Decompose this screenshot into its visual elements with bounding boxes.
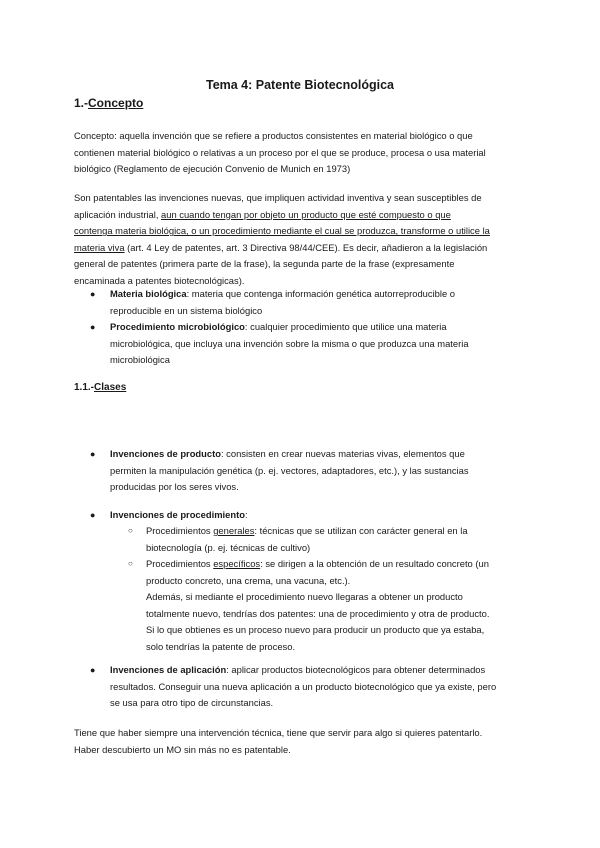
underlined-text: específicos: [213, 558, 261, 569]
list-item-term: Invenciones de aplicación: [110, 664, 227, 675]
section-heading-clases: [74, 380, 126, 396]
section-title: Clases: [94, 382, 127, 393]
list-item: [110, 319, 540, 369]
sub-list-item: [146, 523, 546, 556]
text-span: : se dirigen a la obtención de un resultado concreto (un: [260, 558, 489, 569]
concepto-paragraph: [74, 128, 534, 178]
text-line: se usa para otro tipo de circunstancias.: [110, 697, 274, 709]
text-line: producidas por los seres vivos.: [110, 481, 239, 493]
bullet-icon: ●: [90, 449, 96, 459]
sub-bullet-icon: ○: [128, 559, 133, 568]
underlined-text: generales: [213, 525, 255, 536]
section-title: Concepto: [88, 96, 144, 110]
text-span: Procedimientos: [146, 558, 214, 569]
text-span: : consisten en crear nuevas materias vivas, elementos que: [220, 448, 465, 459]
text-line: producto concreto, una crema, una vacuna, etc.).: [146, 574, 351, 586]
section-number: 1.1.-: [74, 382, 95, 393]
text-span: : materia que contenga información genética autorreproducible o: [186, 288, 455, 299]
closing-paragraph: [74, 725, 544, 758]
bullet-icon: ●: [90, 665, 96, 675]
text-line: : aquella invención que se refiere a productos consistentes en material biológico o que: [114, 130, 473, 141]
text-span: : técnicas que se utilizan con carácter general en la: [254, 525, 468, 536]
bullet-icon: ●: [90, 322, 96, 332]
bullet-icon: ●: [90, 289, 96, 299]
text-span: Procedimientos: [146, 525, 214, 536]
concepto-label: Concepto: [74, 130, 115, 141]
text-line: biotecnología (p. ej. técnicas de cultivo): [146, 541, 311, 553]
text-line: encaminada a patentes biotecnológicas).: [74, 274, 245, 286]
text-line: Además, si mediante el procedimiento nuevo llegaras a obtener un producto: [146, 591, 463, 603]
text-line: reproducible en un sistema biológico: [110, 304, 263, 316]
text-line: Si lo que obtienes es un proceso nuevo para producir un producto que ya estaba,: [146, 624, 485, 636]
text-line: Tiene que haber siempre una intervención técnica, tiene que servir para algo si quieres patentarlo.: [74, 727, 483, 738]
list-item: [110, 446, 540, 496]
text-line: Son patentables las invenciones nuevas, que impliquen actividad inventiva y sean susceptibles de: [74, 192, 482, 203]
text-line: microbiológica: [110, 354, 170, 366]
text-line: contienen material biológico o relativas a un proceso por el que se produce, procesa o usa material: [74, 146, 486, 158]
text-span: :: [244, 509, 248, 520]
text-line: solo tendrías la patente de proceso.: [146, 640, 296, 652]
text-line: Haber descubierto un MO sin más no es patentable.: [74, 743, 291, 755]
underlined-text: aun cuando tengan por objeto un producto que esté compuesto o que: [161, 208, 451, 220]
text-span: : cualquier procedimiento que utilice una materia: [244, 321, 447, 332]
list-item: [110, 507, 540, 524]
text-span: aplicación industrial,: [74, 208, 162, 220]
text-line: general de patentes (primera parte de la frase), la segunda parte de la frase (expresamente: [74, 258, 455, 270]
list-item-term: Procedimiento microbiológico: [110, 321, 245, 332]
text-line: biológico (Reglamento de ejecución Convenio de Munich en 1973): [74, 163, 351, 175]
patentables-paragraph: [74, 190, 544, 290]
text-line: totalmente nuevo, tendrías dos patentes: una de procedimiento y otra de producto.: [146, 607, 490, 619]
list-item: [110, 286, 540, 319]
sub-bullet-icon: ○: [128, 526, 133, 535]
document-title: Tema 4: Patente Biotecnológica: [205, 78, 394, 92]
underlined-text: materia viva: [74, 241, 125, 253]
text-line: permiten la manipulación genética (p. ej. vectores, adaptadores, etc.), y las sustancias: [110, 464, 469, 476]
section-number: 1.-: [74, 96, 89, 110]
text-span: (art. 4 Ley de patentes, art. 3 Directiva 98/44/CEE). Es decir, añadieron a la legislación: [124, 241, 488, 253]
section-heading-concepto: [74, 95, 143, 112]
text-line: microbiológica, que incluya una invención sobre la misma o que produzca una materia: [110, 337, 469, 349]
bullet-icon: ●: [90, 510, 96, 520]
sub-list-item: [146, 556, 546, 656]
list-item: [110, 662, 540, 712]
list-item-term: Invenciones de producto: [110, 448, 221, 459]
list-item-term: Materia biológica: [110, 288, 187, 299]
text-line: resultados. Conseguir una nueva aplicación a un producto biotecnológico que ya existe, pero: [110, 680, 497, 692]
list-item-term: Invenciones de procedimiento: [110, 509, 245, 520]
text-span: : aplicar productos biotecnológicos para obtener determinados: [226, 664, 486, 675]
underlined-text: contenga materia biológica, o un procedimiento mediante el cual se produzca, transforme o utilice la: [74, 225, 490, 237]
